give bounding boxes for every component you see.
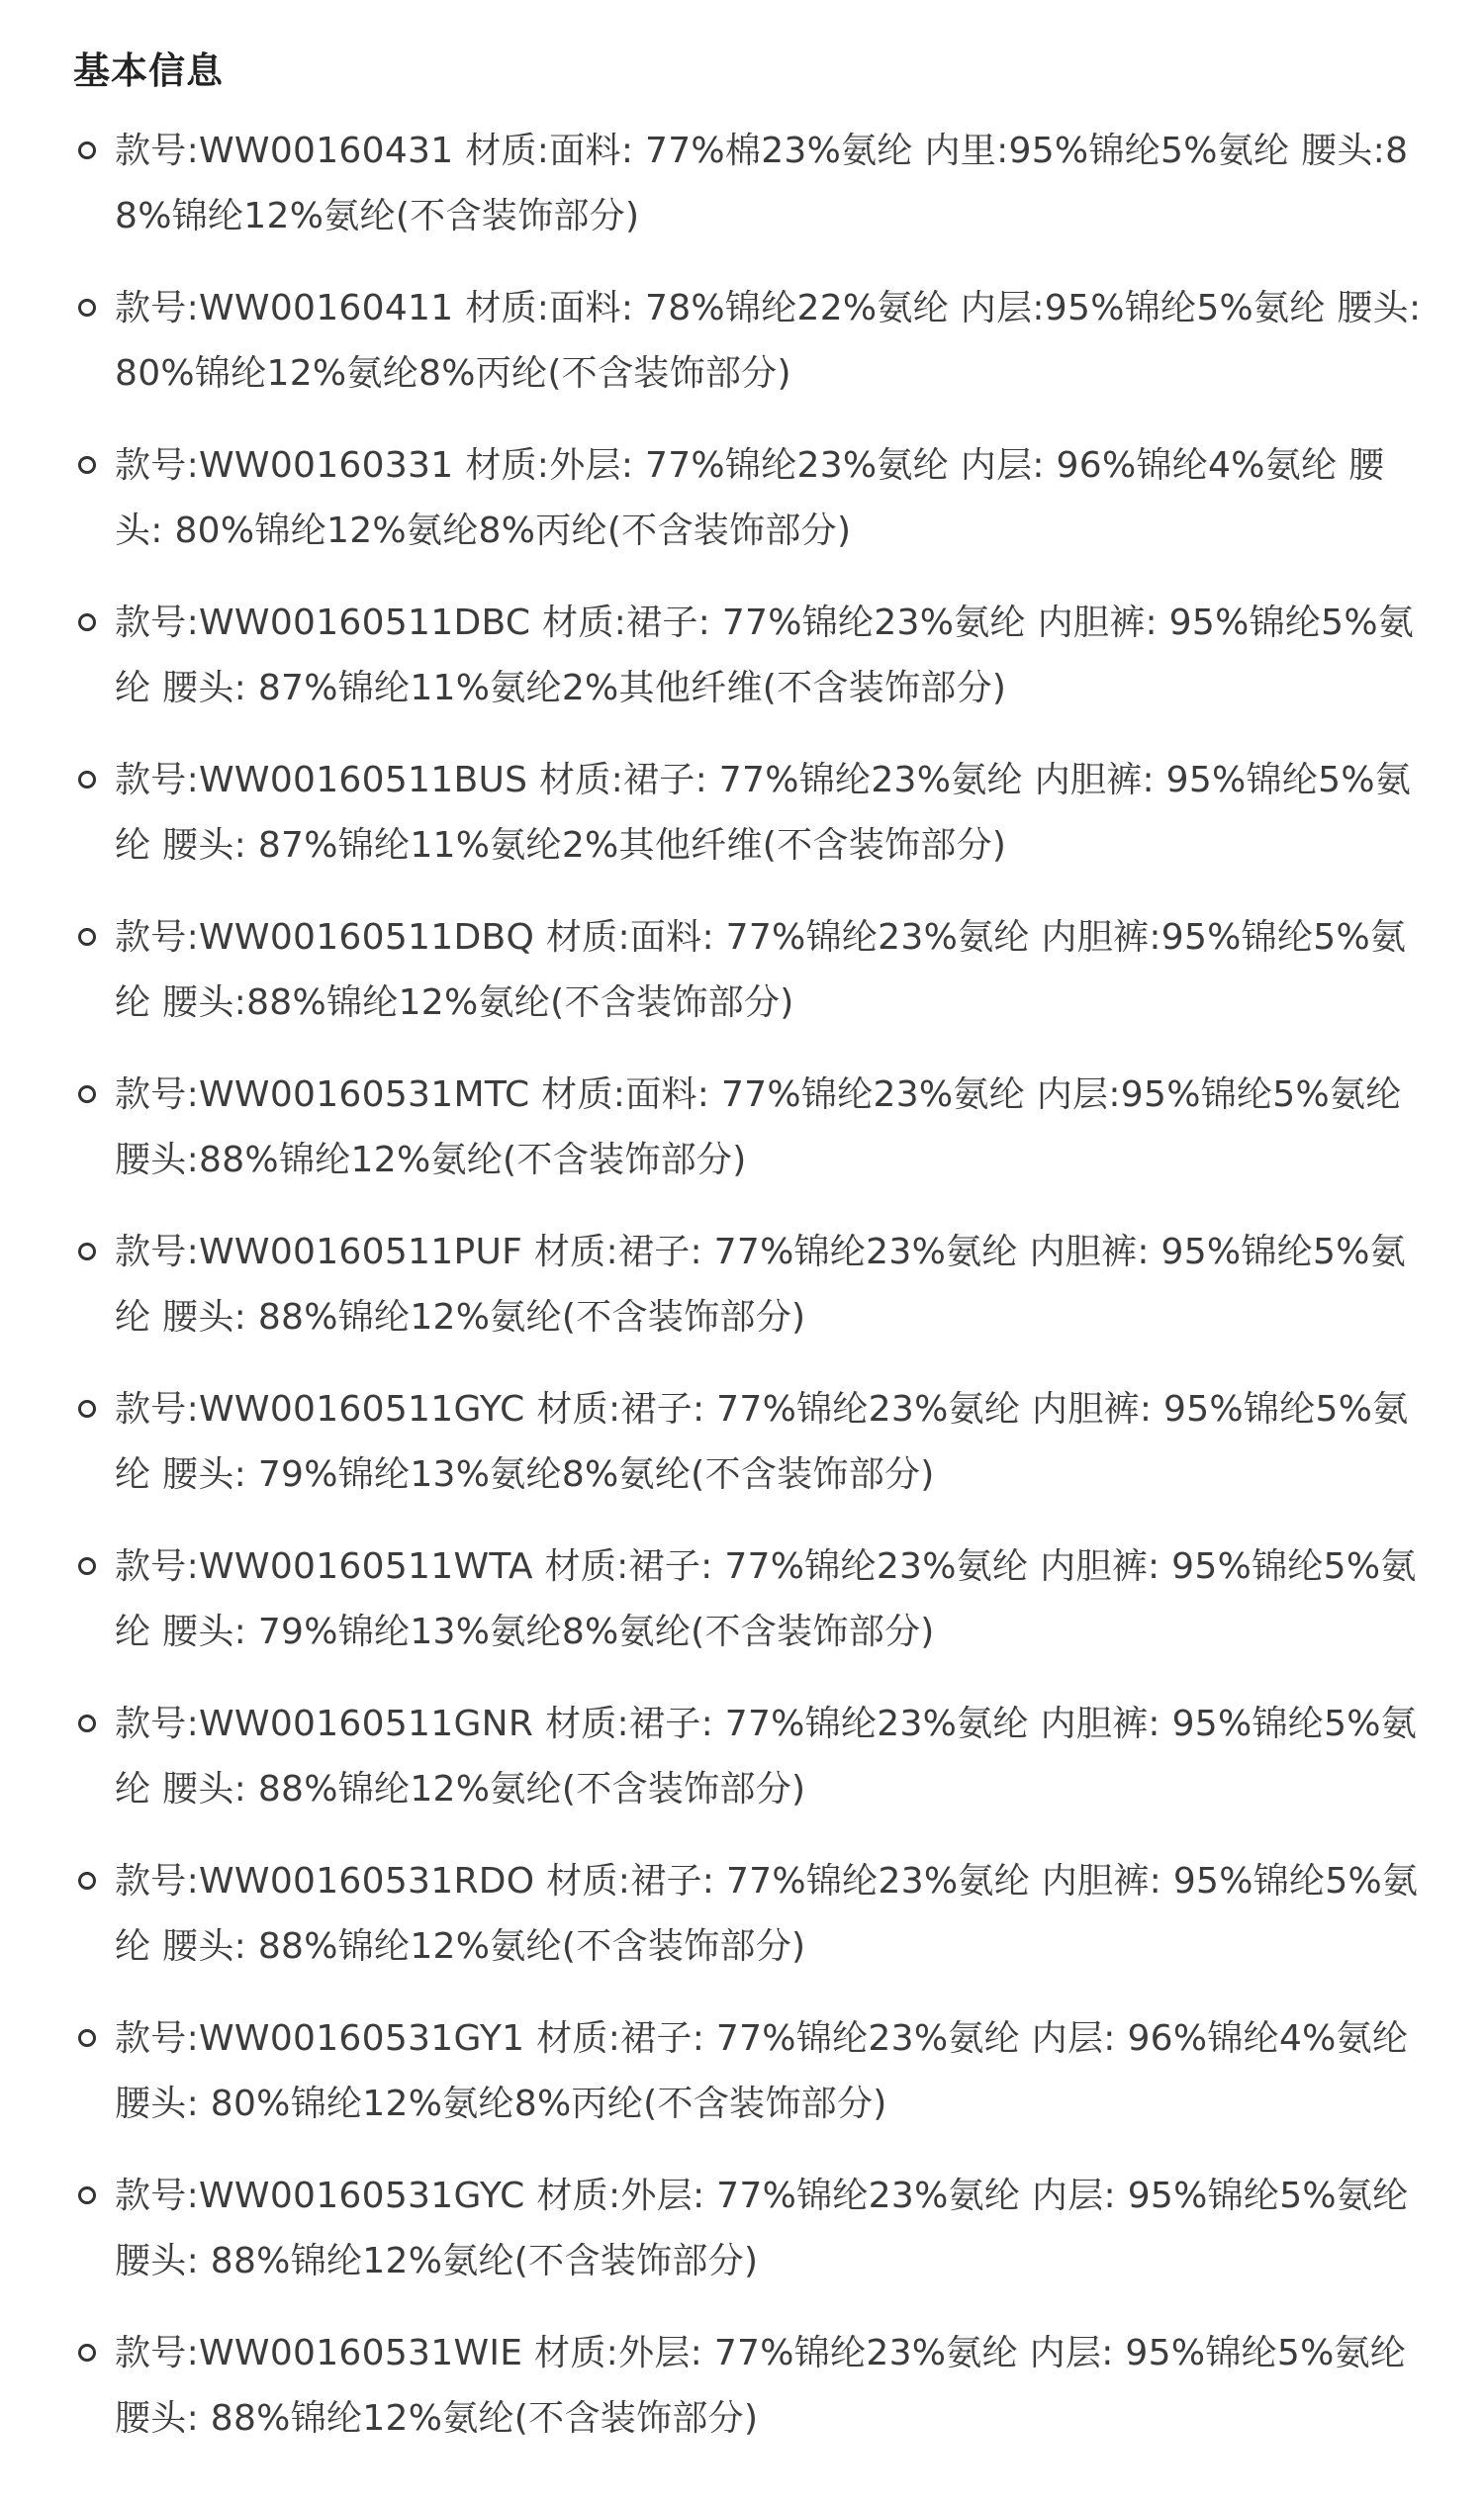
list-item-text: 款号:WW00160531GYC 材质:外层: 77%锦纶23%氨纶 内层: 95%锦纶5%氨纶 腰头: 88%锦纶12%氨纶(不含装饰部分) bbox=[115, 2176, 1409, 2281]
list-item bbox=[73, 1220, 1425, 1350]
list-item-text: 款号:WW00160531MTC 材质:面料: 77%锦纶23%氨纶 内层:95%锦纶5%氨纶 腰头:88%锦纶12%氨纶(不含装饰部分) bbox=[115, 1074, 1402, 1180]
list-item bbox=[73, 119, 1425, 249]
circle-bullet-icon bbox=[78, 299, 96, 317]
list-item-text: 款号:WW00160531GY1 材质:裙子: 77%锦纶23%氨纶 内层: 96%锦纶4%氨纶 腰头: 80%锦纶12%氨纶8%丙纶(不含装饰部分) bbox=[115, 2018, 1409, 2124]
list-item bbox=[73, 433, 1425, 564]
material-spec-list bbox=[73, 119, 1425, 2452]
circle-bullet-icon bbox=[78, 613, 96, 631]
list-item-text: 款号:WW00160431 材质:面料: 77%棉23%氨纶 内里:95%锦纶5%氨纶 腰头:88%锦纶12%氨纶(不含装饰部分) bbox=[115, 131, 1409, 236]
list-item bbox=[73, 905, 1425, 1036]
list-item-text: 款号:WW00160511DBQ 材质:面料: 77%锦纶23%氨纶 内胆裤:95%锦纶5%氨纶 腰头:88%锦纶12%氨纶(不含装饰部分) bbox=[115, 917, 1407, 1023]
list-item bbox=[73, 1377, 1425, 1508]
list-item-text: 款号:WW00160511WTA 材质:裙子: 77%锦纶23%氨纶 内胆裤: 95%锦纶5%氨纶 腰头: 79%锦纶13%氨纶8%氨纶(不含装饰部分) bbox=[115, 1546, 1417, 1652]
section-title: 基本信息 bbox=[73, 49, 224, 92]
list-item bbox=[73, 748, 1425, 879]
circle-bullet-icon bbox=[78, 1715, 96, 1732]
circle-bullet-icon bbox=[78, 928, 96, 946]
circle-bullet-icon bbox=[78, 2186, 96, 2204]
list-item bbox=[73, 591, 1425, 721]
circle-bullet-icon bbox=[78, 2029, 96, 2047]
list-item-text: 款号:WW00160511BUS 材质:裙子: 77%锦纶23%氨纶 内胆裤: 95%锦纶5%氨纶 腰头: 87%锦纶11%氨纶2%其他纤维(不含装饰部分) bbox=[115, 760, 1412, 866]
list-item bbox=[73, 2006, 1425, 2137]
list-item-text: 款号:WW00160511GYC 材质:裙子: 77%锦纶23%氨纶 内胆裤: 95%锦纶5%氨纶 腰头: 79%锦纶13%氨纶8%氨纶(不含装饰部分) bbox=[115, 1389, 1409, 1495]
list-item bbox=[73, 1534, 1425, 1665]
list-item bbox=[73, 2321, 1425, 2452]
circle-bullet-icon bbox=[78, 1085, 96, 1103]
list-item-text: 款号:WW00160531RDO 材质:裙子: 77%锦纶23%氨纶 内胆裤: 95%锦纶5%氨纶 腰头: 88%锦纶12%氨纶(不含装饰部分) bbox=[115, 1861, 1419, 1967]
list-item-text: 款号:WW00160511PUF 材质:裙子: 77%锦纶23%氨纶 内胆裤: 95%锦纶5%氨纶 腰头: 88%锦纶12%氨纶(不含装饰部分) bbox=[115, 1232, 1407, 1338]
circle-bullet-icon bbox=[78, 2344, 96, 2362]
circle-bullet-icon bbox=[78, 1400, 96, 1418]
list-item bbox=[73, 1849, 1425, 1980]
circle-bullet-icon bbox=[78, 771, 96, 789]
list-item bbox=[73, 1063, 1425, 1193]
list-item-text: 款号:WW00160511DBC 材质:裙子: 77%锦纶23%氨纶 内胆裤: 95%锦纶5%氨纶 腰头: 87%锦纶11%氨纶2%其他纤维(不含装饰部分) bbox=[115, 603, 1415, 708]
circle-bullet-icon bbox=[78, 1557, 96, 1575]
list-item-text: 款号:WW00160331 材质:外层: 77%锦纶23%氨纶 内层: 96%锦纶4%氨纶 腰头: 80%锦纶12%氨纶8%丙纶(不含装饰部分) bbox=[115, 445, 1385, 551]
circle-bullet-icon bbox=[78, 1872, 96, 1890]
circle-bullet-icon bbox=[78, 1243, 96, 1260]
list-item-text: 款号:WW00160531WIE 材质:外层: 77%锦纶23%氨纶 内层: 95%锦纶5%氨纶 腰头: 88%锦纶12%氨纶(不含装饰部分) bbox=[115, 2333, 1407, 2439]
list-item bbox=[73, 276, 1425, 407]
list-item-text: 款号:WW00160511GNR 材质:裙子: 77%锦纶23%氨纶 内胆裤: 95%锦纶5%氨纶 腰头: 88%锦纶12%氨纶(不含装饰部分) bbox=[115, 1704, 1418, 1810]
circle-bullet-icon bbox=[78, 456, 96, 474]
circle-bullet-icon bbox=[78, 141, 96, 159]
list-item bbox=[73, 2164, 1425, 2294]
list-item-text: 款号:WW00160411 材质:面料: 78%锦纶22%氨纶 内层:95%锦纶5%氨纶 腰头:80%锦纶12%氨纶8%丙纶(不含装饰部分) bbox=[115, 288, 1422, 394]
list-item bbox=[73, 1692, 1425, 1822]
